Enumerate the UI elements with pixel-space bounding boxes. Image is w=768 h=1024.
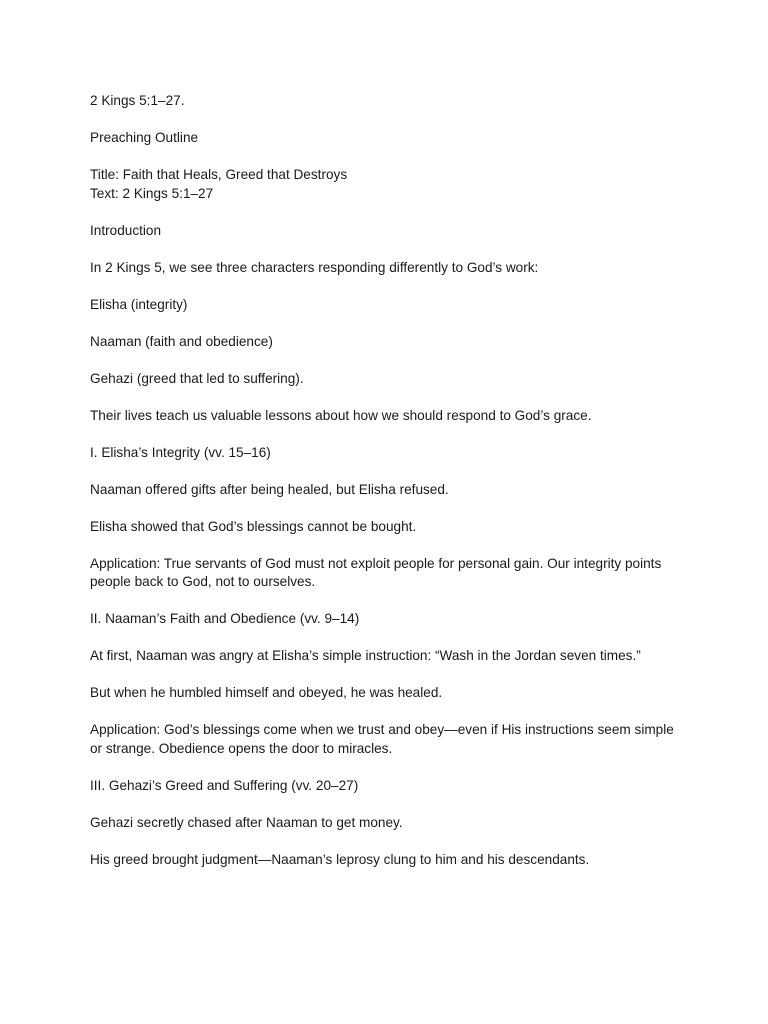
document-body (90, 92, 680, 888)
introduction-heading: Introduction (90, 222, 162, 238)
character-gehazi: Gehazi (greed that led to suffering). (90, 370, 304, 386)
section-2-application: Application: God’s blessings come when we trust and obey—even if His instructions seem simple or strange. Obedience opens the door to miracles. (90, 722, 674, 756)
character-naaman: Naaman (faith and obedience) (90, 333, 273, 349)
introduction-lead: In 2 Kings 5, we see three characters responding differently to God’s work: (90, 259, 539, 275)
section-2-heading: II. Naaman’s Faith and Obedience (vv. 9–14) (90, 611, 360, 626)
section-1-point: Naaman offered gifts after being healed, but Elisha refused. (90, 481, 449, 497)
section-3-point: Gehazi secretly chased after Naaman to get money. (90, 814, 403, 830)
section-3-point: His greed brought judgment—Naaman’s leprosy clung to him and his descendants. (90, 851, 590, 867)
section-1-point: Elisha showed that God’s blessings cannot be bought. (90, 518, 417, 534)
section-1-heading: I. Elisha’s Integrity (vv. 15–16) (90, 444, 271, 460)
section-3-heading: III. Gehazi’s Greed and Suffering (vv. 20–27) (90, 777, 359, 793)
introduction-closing: Their lives teach us valuable lessons about how we should respond to God’s grace. (90, 407, 592, 423)
section-2-point: At first, Naaman was angry at Elisha’s simple instruction: “Wash in the Jordan seven times.” (90, 648, 641, 663)
document-subheading: Preaching Outline (90, 130, 199, 145)
sermon-title: Title: Faith that Heals, Greed that Destroys (90, 167, 348, 182)
section-1-application: Application: True servants of God must not exploit people for personal gain. Our integrity points people back to God, not to ourselves. (90, 555, 662, 589)
document-heading: 2 Kings 5:1–27. (90, 93, 185, 108)
sermon-text-reference: Text: 2 Kings 5:1–27 (90, 185, 214, 201)
character-elisha: Elisha (integrity) (90, 296, 188, 312)
section-2-point: But when he humbled himself and obeyed, he was healed. (90, 685, 443, 700)
